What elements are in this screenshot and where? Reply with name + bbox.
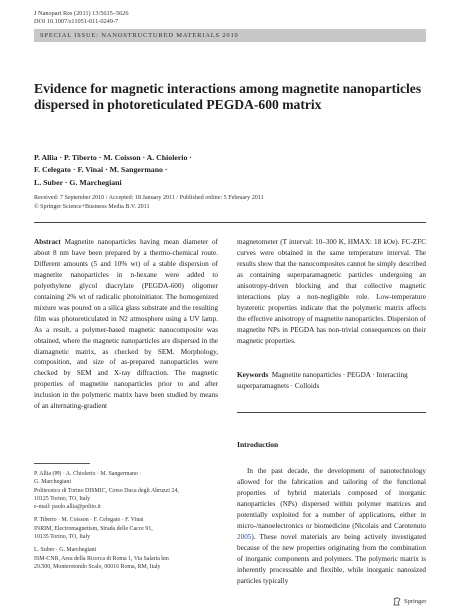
author-line: F. Celegato · F. Vinai · M. Sangermano · (34, 165, 168, 175)
journal-header (34, 10, 129, 27)
keywords-divider (237, 412, 426, 413)
citation-link[interactable]: 2005 (237, 532, 252, 541)
keywords-label: Keywords (237, 371, 269, 379)
affiliation-line: 10135 Torino, TO, Italy (34, 534, 91, 541)
received-accepted-line: Received: 7 September 2010 / Accepted: 18 January 2011 / Published online: 5 February 2011 (34, 195, 264, 201)
affiliation-line: P. Allia (✉) · A. Chiolerio · M. Sangermano · (34, 471, 142, 477)
doi: DOI 10.1007/s11051-011-0249-7 (34, 18, 119, 26)
affiliation-line: G. Marchegiani (34, 479, 71, 486)
abstract-text: Magnetite nanoparticles having mean diameter of about 8 nm have been prepared by a thermo-chemical route. Different amounts (5 and 10% wt) of a stable dispersion of magnetite nanoparticles in n-hexane were added to polyethylene glycol diacrylate (PEGDA-600) oligomer containing 2% wt of radicalic photoinitiator. The homogenized mixture was poured on a silica glass substrate and the resulting film was photoreticulated in N2 atmosphere using a UV lamp. As a result, a polymer-based magnetic nanocomposite was obtained, where the magnetic nanoparticles are dispersed in the diamagnetic matrix, as checked by SEM. Morphology, composition, and size of as-prepared nanoparticles were checked by SEM and X-ray diffraction. The magnetic properties of magnetite nanoparticles prior to and after inclusion in the polymeric matrix have been studied by means of an alternating-gradient (34, 238, 218, 411)
affiliation-block (34, 546, 218, 571)
intro-text-a: In the past decade, the development of nanotechnology allowed for the fabrication and tailoring of the functional properties of hybrid materials composed of inorganic nanoparticles (NPs) dispersed within polymer matrices and potentially exploited for a number of applications, either in micro-/nanoelectronics or biomedicine (Nicolais and Carotenuto (237, 467, 426, 530)
author-line: P. Allia · P. Tiberto · M. Coisson · A. Chiolerio · (34, 153, 192, 162)
abstract-continued: magnetometer (T interval: 10–300 K, HMAX: 18 kOe). FC-ZFC curves were obtained in the same temperature interval. The results show that the nanocomposites cannot be simply described as containing superparamagnetic particles undergoing an anisotropy-driven blocking and that collective magnetic interactions play a non-negligible role. Low-temperature hysteretic properties indicate that the polymeric matrix affects the effective anisotropy of magnetite nanoparticles. Dispersion of magnetite NPs in PEGDA has non-trivial consequences on their magnetic properties. (237, 238, 426, 345)
introduction-text (237, 466, 426, 586)
springer-horse-icon (393, 597, 401, 606)
affiliation-line: ISM-CNR, Area della Ricerca di Roma 1, Via Salaria km (34, 555, 169, 562)
publisher-name: Springer (404, 598, 427, 605)
affiliation-block (34, 470, 218, 511)
abstract-column (34, 237, 218, 412)
affiliation-line: 10125 Torino, TO, Italy (34, 495, 91, 502)
author-line: L. Suber · G. Marchegiani (34, 177, 122, 187)
footnote-rule (34, 463, 90, 464)
keywords-block (237, 370, 426, 392)
section-heading-introduction: Introduction (237, 440, 279, 449)
publisher-footer (393, 597, 426, 606)
intro-paragraph (237, 466, 426, 586)
email-link[interactable]: e-mail: paolo.allia@polito.it (34, 504, 101, 511)
publication-dates (34, 194, 426, 211)
keywords-text: Magnetite nanoparticles · PEGDA · Interacting superparamagnets · Colloids (237, 371, 408, 390)
copyright-line: © Springer Science+Business Media B.V. 2011 (34, 203, 150, 210)
special-issue-banner: SPECIAL ISSUE: NANOSTRUCTURED MATERIALS 2010 (34, 29, 426, 42)
affiliation-line: Politecnico di Torino DISMIC, Corso Duca degli Abruzzi 24, (34, 487, 179, 494)
affiliation-line: L. Suber · G. Marchegiani (34, 547, 97, 554)
abstract-label: Abstract (34, 238, 61, 246)
affiliation-block (34, 516, 218, 541)
author-list (34, 152, 426, 189)
affiliations (34, 470, 218, 576)
affiliation-line: INRIM, Electromagnetism, Strada delle Cacce 91, (34, 525, 153, 532)
article-title: Evidence for magnetic interactions among magnetite nanoparticles dispersed in photoreticulated PEGDA-600 matrix (34, 81, 422, 113)
affiliation-line: 29.500, Monterotondo Scalo, 00016 Roma, RM, Italy (34, 563, 161, 570)
journal-citation: J Nanopart Res (2011) 13:5615–5626 (34, 10, 129, 17)
section-divider (34, 222, 426, 223)
intro-text-b: ). These novel materials are being actively investigated because of the new properties originating from the combination of inorganic components and polymers. The polymeric matrix is inherently processable and flexible, while inorganic nanosized particles typically (237, 532, 426, 585)
affiliation-line: P. Tiberto · M. Coisson · F. Celegato · F. Vinai (34, 517, 144, 524)
